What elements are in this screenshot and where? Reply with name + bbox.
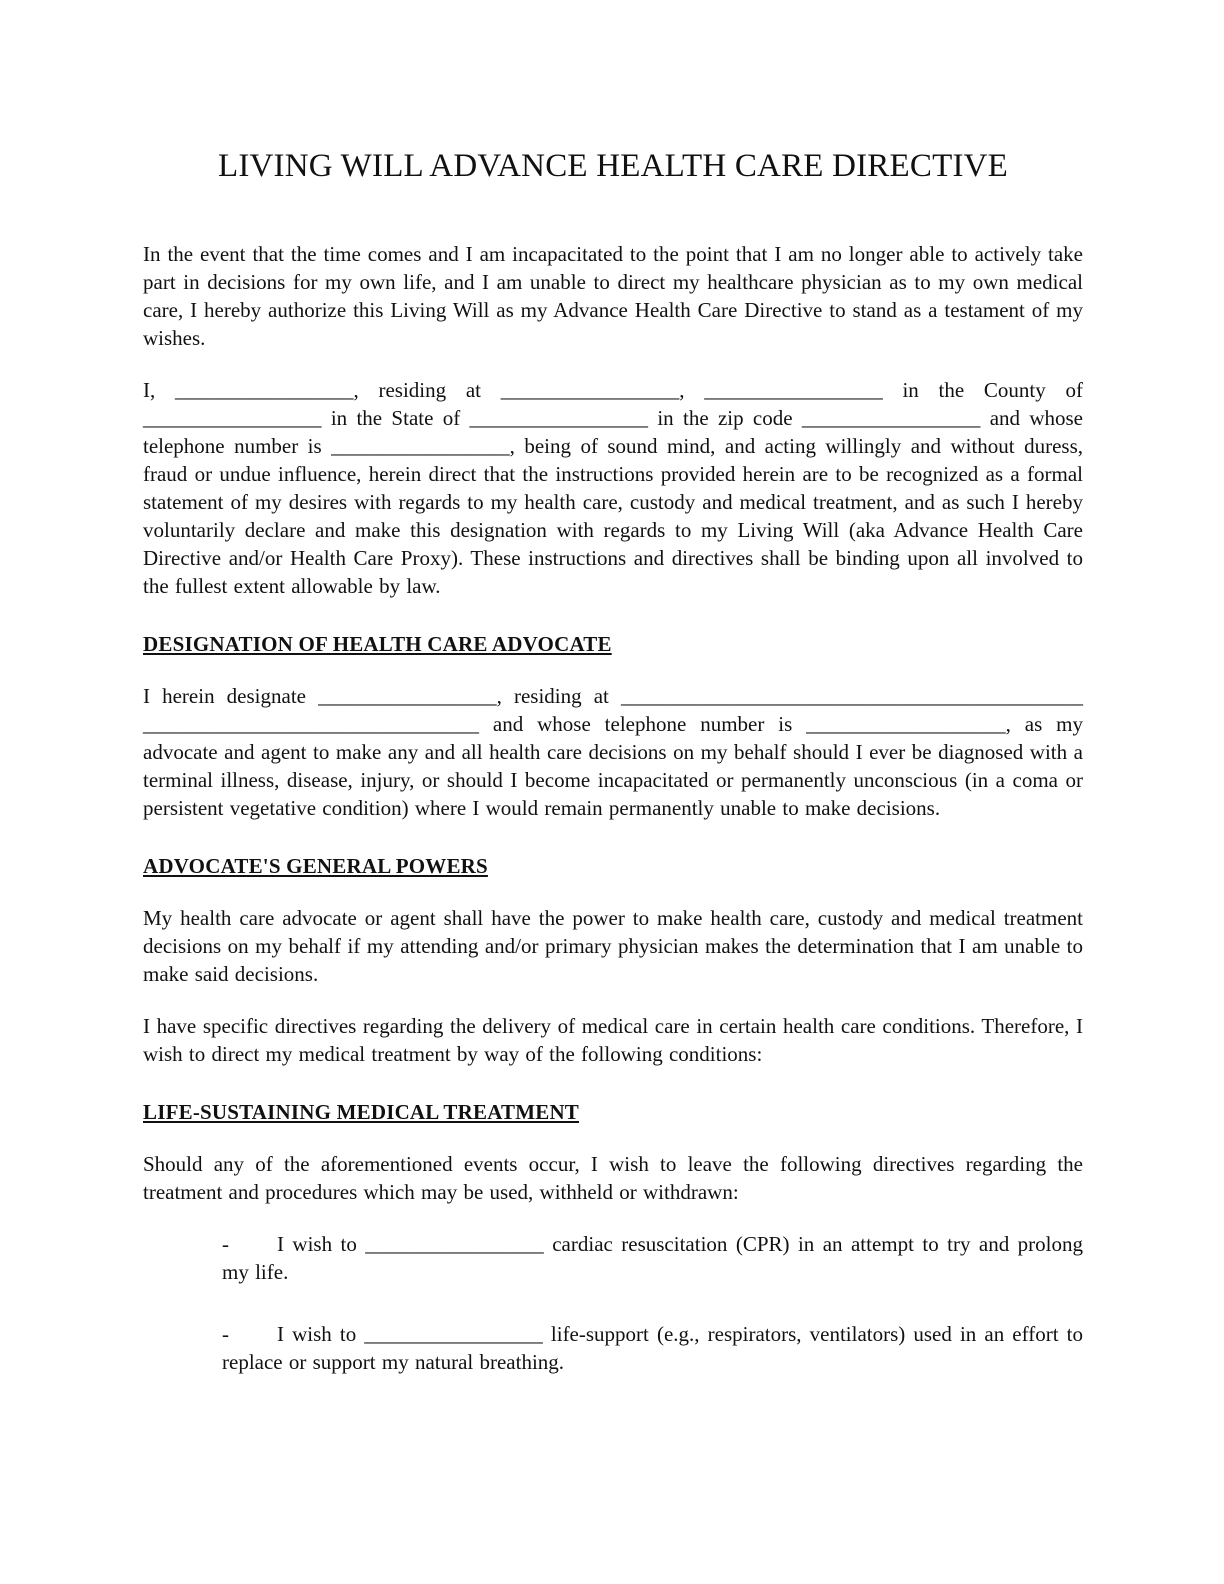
designation-paragraph: I herein designate _________________, residing at ____________________________________________ ________________________________ and whose telephone number is ___________________, as my advocate and agent to make any and all health care decisions on my behalf should I ever be diagnosed with a terminal illness, disease, injury, or should I become incapacitated or permanently unconscious (in a coma or persistent vegetative condition) where I would remain permanently unable to make decisions.	[143, 684, 1083, 820]
bullet-item-cpr	[222, 1230, 1083, 1286]
declaration-paragraph: I, _________________, residing at _________________, _________________ in the County of _________________ in the State of _________________ in the zip code _________________ and whose telephone number is _________________, being of sound mind, and acting willingly and without duress, fraud or undue influence, herein direct that the instructions provided herein are to be recognized as a formal statement of my desires with regards to my health care, custody and medical treatment, and as such I hereby voluntarily declare and make this designation with regards to my Living Will (aka Advance Health Care Directive and/or Health Care Proxy). These instructions and directives shall be binding upon all involved to the fullest extent allowable by law.	[143, 378, 1083, 598]
bullet-item-life-support	[222, 1320, 1083, 1376]
section-heading-life-sustaining-medical-treatment: LIFE-SUSTAINING MEDICAL TREATMENT	[143, 1100, 580, 1124]
section-heading-designation-of-health-care-advocate: DESIGNATION OF HEALTH CARE ADVOCATE	[143, 632, 612, 656]
bullet-dash-marker: -	[222, 1232, 229, 1256]
intro-paragraph: In the event that the time comes and I am incapacitated to the point that I am no longer able to actively take part in decisions for my own life, and I am unable to direct my healthcare physician as to my own medical care, I hereby authorize this Living Will as my Advance Health Care Directive to stand as a testament of my wishes.	[143, 242, 1083, 350]
advocate-powers-paragraph: My health care advocate or agent shall have the power to make health care, custody and medical treatment decisions on my behalf if my attending and/or primary physician makes the determination that I am unable to make said decisions.	[143, 906, 1083, 986]
section-heading-advocates-general-powers: ADVOCATE'S GENERAL POWERS	[143, 854, 488, 878]
specific-directives-paragraph: I have specific directives regarding the delivery of medical care in certain health care conditions. Therefore, I wish to direct my medical treatment by way of the following conditions:	[143, 1014, 1083, 1066]
bullet-dash-marker: -	[222, 1322, 229, 1346]
bullet-text-life-support: I wish to _________________ life-support (e.g., respirators, ventilators) used in an effort to replace or support my natural breathing.	[222, 1322, 1083, 1374]
bullet-text-cpr: I wish to _________________ cardiac resuscitation (CPR) in an attempt to try and prolong my life.	[222, 1232, 1083, 1284]
document-title: LIVING WILL ADVANCE HEALTH CARE DIRECTIVE	[217, 148, 1009, 184]
life-sustaining-intro-paragraph: Should any of the aforementioned events occur, I wish to leave the following directives regarding the treatment and procedures which may be used, withheld or withdrawn:	[143, 1152, 1083, 1204]
